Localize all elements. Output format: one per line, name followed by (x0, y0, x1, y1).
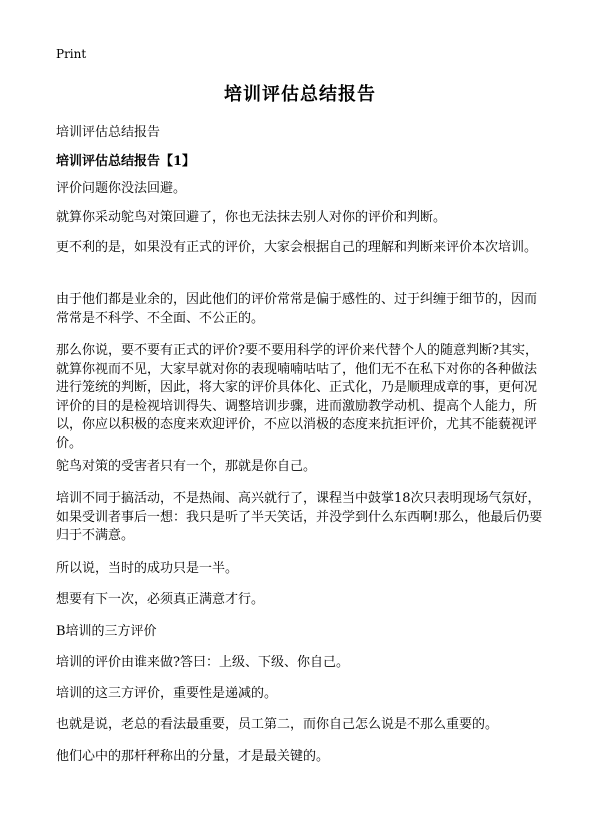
paragraph-13: 也就是说，老总的看法最重要，员工第二，而你自己怎么说是不那么重要的。 (56, 717, 499, 732)
paragraph-4: 由于他们都是业余的，因此他们的评价常常是偏于感性的、过于纠缠于细节的，因而常常是不科学、不全面、不公正的。 (56, 292, 538, 326)
print-label: Print (56, 47, 87, 61)
paragraph-10: B培训的三方评价 (56, 624, 157, 639)
paragraph-1: 评价问题你没法回避。 (56, 181, 187, 196)
document-title: 培训评估总结报告 (224, 84, 376, 105)
section-heading: 培训评估总结报告【1】 (56, 154, 196, 169)
paragraph-7: 培训不同于搞活动，不是热闹、高兴就行了，课程当中鼓掌18次只表明现场气氛好，如果受训者事后一想：我只是听了半天笑话，并没学到什么东西啊!那么，他最后仍要归于不满意。 (56, 491, 543, 543)
paragraph-8: 所以说，当时的成功只是一半。 (56, 561, 239, 576)
paragraph-11: 培训的评价由谁来做?答曰：上级、下级、你自己。 (56, 655, 349, 670)
document-subtitle: 培训评估总结报告 (56, 125, 161, 140)
paragraph-9: 想要有下一次，必须真正满意才行。 (56, 592, 265, 607)
paragraph-2: 就算你采动鸵鸟对策回避了，你也无法抹去别人对你的评价和判断。 (56, 210, 447, 225)
paragraph-5: 那么你说，要不要有正式的评价?要不要用科学的评价来代替个人的随意判断?其实，就算你视而不见，大家早就对你的表现喃喃咕咕了，他们无不在私下对你的各种做法进行笼统的判断，因此，将大家的评价具体化、正式化，乃是顺理成章的事，更何况评价的目的是检视培训得失、调整培训步骤，进而激励教学动机、提高个人能力，所以，你应以积极的态度来欢迎评价，不应以消极的态度来抗拒评价，尤其不能藐视评价。 (56, 343, 538, 451)
paragraph-6: 鸵鸟对策的受害者只有一个，那就是你自己。 (56, 459, 317, 474)
paragraph-3: 更不利的是，如果没有正式的评价，大家会根据自己的理解和判断来评价本次培训。 (56, 240, 538, 255)
paragraph-14: 他们心中的那杆秤称出的分量，才是最关键的。 (56, 749, 330, 764)
paragraph-12: 培训的这三方评价，重要性是递减的。 (56, 686, 278, 701)
